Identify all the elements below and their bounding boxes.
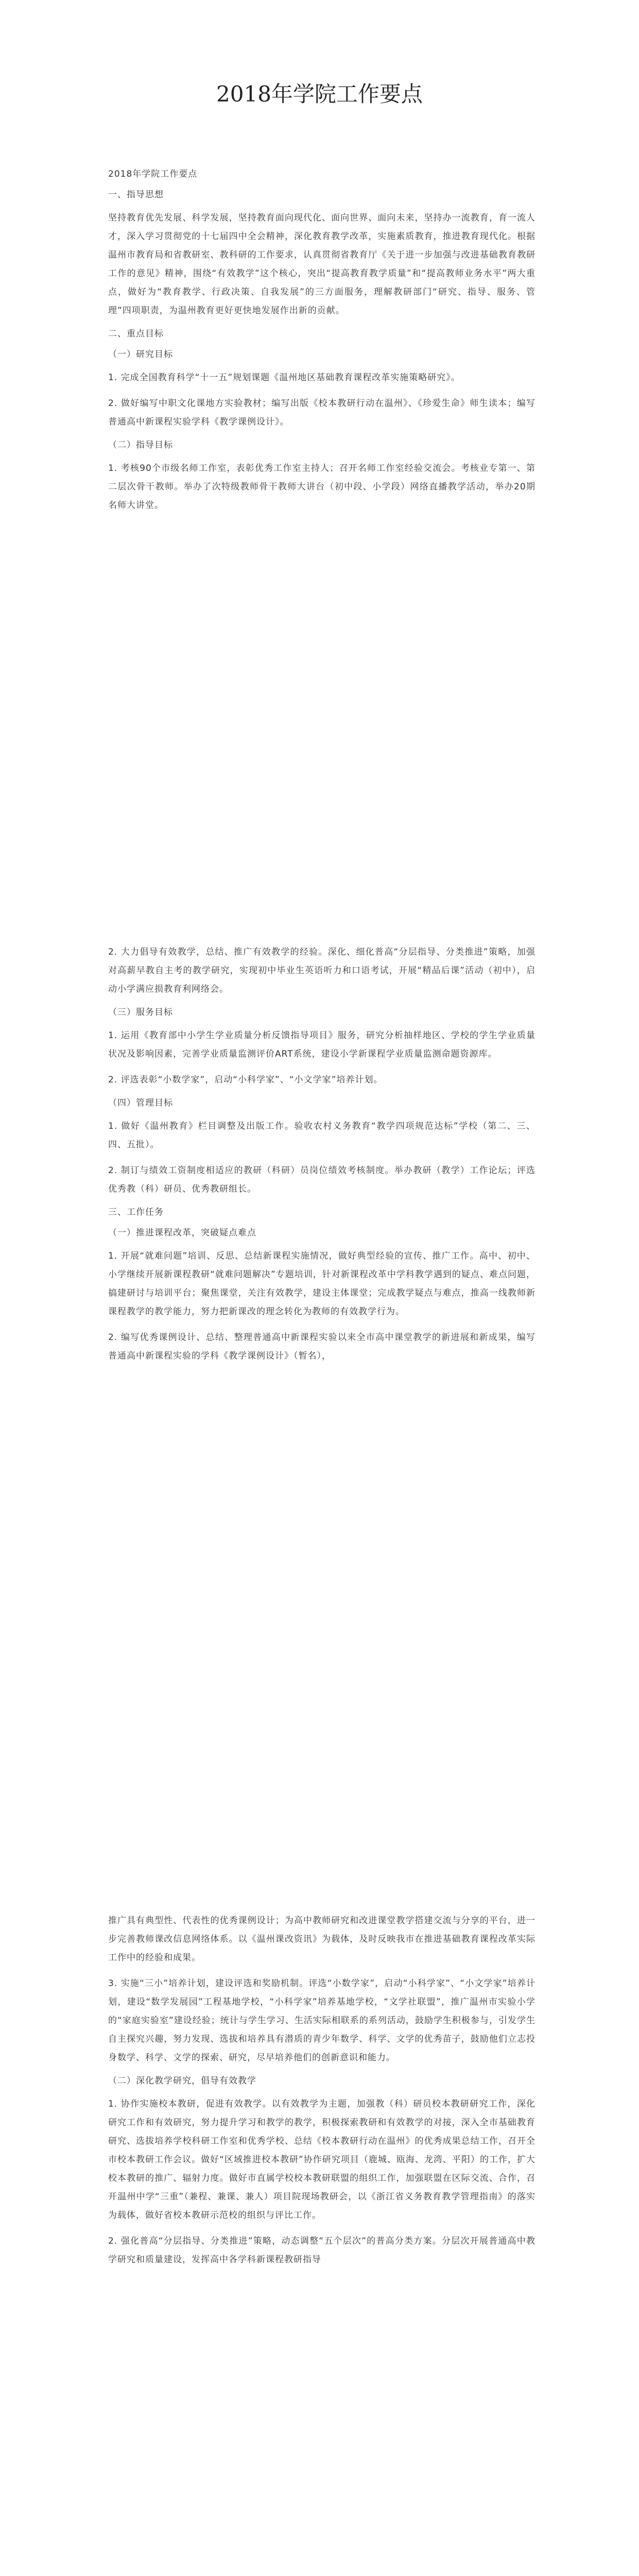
intro-block <box>108 167 536 515</box>
intro-line: 2018年学院工作要点 <box>108 169 198 179</box>
section-heading: 一、指导思想 <box>108 190 164 200</box>
section-heading: 三、工作任务 <box>108 1207 164 1217</box>
paragraph: 2. 做好编写中职文化课地方实验教材；编写出版《校本教研行动在温州》、《珍爱生命》师生读本；编写普通高中新课程实验学科《教学课例设计》。 <box>108 398 536 427</box>
content-block-3 <box>108 1911 536 2269</box>
subsection-heading: （四）管理目标 <box>108 1098 173 1108</box>
section-heading: 二、重点目标 <box>108 329 164 339</box>
page-title: 2018年学院工作要点 <box>216 81 423 107</box>
paragraph: 1. 运用《教育部中小学生学业质量分析反馈指导项目》服务，研究分析抽样地区、学校的学生学业质量状况及影响因素，完善学业质量监测评价ART系统，建设小学新课程学业质量监测命题资源库。 <box>108 1030 536 1059</box>
paragraph: 1. 完成全国教育科学“十一五”规划课题《温州地区基础教育课程改革实施策略研究》。 <box>108 372 460 383</box>
paragraph: 1. 协作实施校本教研，促进有效教学。以有效教学为主题，加强教（科）研员校本教研研究工作，深化研究工作和有效研究，努力提升学习和教学的教学，积极探索教研和有效教学的对接，深入全市基础教育研究、选拔培养学校科研工作室和优秀学校、总结《校本教研行动在温州》的优秀成果总结工作，召开全市校本教研工作会议。做好“区域推进校本教研”协作研究项目（鹿城、瓯海、龙湾、平阳）的工作，扩大校本教研的推广、辐射力度。做好市直属学校校本教研联盟的组织工作，加强联盟在区际交流、合作，召开温州中学“三重”（兼程、兼课、兼人）项目院现场教研会，以《浙江省义务教育教学管理指南》的落实为载体，做好省校本教研示范校的组织与评比工作。 <box>108 2099 536 2221</box>
paragraph: 2. 编写优秀课例设计、总结、整理普通高中新课程实验以来全市高中课堂教学的新进展和新成果，编写普通高中新课程实验的学科《教学课例设计》（暂名）， <box>108 1332 536 1361</box>
paragraph: 1. 做好《温州教育》栏目调整及出版工作。验收农村义务教育“教学四项规范达标”学校（第二、三、四、五批）。 <box>108 1121 536 1150</box>
paragraph: 1. 开展“就难问题”培训、反思、总结新课程实施情况，做好典型经验的宣传、推广工作。高中、初中、小学继续开展新课程教研“就难问题解决”专题培训，针对新课程改革中学科教学遇到的疑点、难点问题，搞建研讨与培训平台；聚焦课堂，关注有效教学，建设主体课堂；完成教学疑点与难点，推高一线教师新课程教学的教学能力，努力把新课改的理念转化为教师的有效教学行为。 <box>108 1251 536 1317</box>
subsection-heading: （一）研究目标 <box>108 349 173 360</box>
paragraph: 1. 考核90个市级名师工作室，表彰优秀工作室主持人；召开名师工作室经验交流会。考核业专第一、第二层次骨干教师。举办了次特级教师骨干教师大讲台（初中段、小学段）网络直播教学活动，举办20期名师大讲堂。 <box>108 463 536 511</box>
paragraph: 坚持教育优先发展、科学发展，坚持教育面向现代化、面向世界、面向未来，坚持办一流教育，育一流人才，深入学习贯彻党的十七届四中全会精神，深化教育教学改革，实施素质教育，推进教育现代化。根据温州市教育局和省教研室、教科研的工作要求，认真贯彻省教育厅《关于进一步加强与改进基础教育教研工作的意见》精神，围绕“有效教学”这个核心，突出“提高教育教学质量”和“提高教师业务水平”两大重点，做好为“教育教学、行政决策、自我发展”的三方面服务，理解教研部门“研究、指导、服务、管理”四项职责，为温州教育更好更快地发展作出新的贡献。 <box>108 213 536 316</box>
paragraph: 2. 强化普高“分层指导、分类推进”策略，动态调整“五个层次”的普高分类方案。分层次开展普通高中教学研究和质量建设，发挥高中各学科新课程教研指导 <box>108 2236 536 2265</box>
subsection-heading: （二）深化教学研究，倡导有效教学 <box>108 2076 256 2086</box>
subsection-heading: （二）指导目标 <box>108 440 173 450</box>
paragraph: 2. 制订与绩效工资制度相适应的教研（科研）员岗位绩效考核制度。举办教研（教学）工作论坛；评选优秀教（科）研员、优秀教研组长。 <box>108 1165 536 1194</box>
paragraph: 2. 评选表彰“小数学家”，启动“小科学家”、“小文学家”培养计划。 <box>108 1075 383 1085</box>
subsection-heading: （三）服务目标 <box>108 1007 173 1018</box>
subsection-heading: （一）推进课程改革，突破疑点难点 <box>108 1228 256 1238</box>
content-block-2 <box>108 943 536 1365</box>
paragraph: 3. 实施“三小”培养计划，建设评选和奖励机制。评选“小数学家”，启动“小科学家”、“小文学家”培养计划，建设“数学发展园”工程基地学校，“小科学家”培养基地学校，“文学社联盟”，推广温州市实验小学的“家庭实验室”建设经验；统计与学生学习、生活实际相联系的系列活动，鼓励学生积极参与，引发学生自主探究兴趣，努力发现、选拔和培养具有潜质的青少年数学、科学、文学的优秀苗子，鼓励他们立志投身数学、科学、文学的探索、研究，尽早培养他们的创新意识和能力。 <box>108 1978 536 2063</box>
paragraph: 2. 大力倡导有效教学，总结、推广有效教学的经验。深化、细化普高“分层指导、分类推进”策略，加强对高薪早教自主考的教学研究，实现初中毕业生英语听力和口语考试，开展“精品后课”活动（初中），启动小学满应损教育利网络会。 <box>108 947 536 994</box>
paragraph: 推广具有典型性、代表性的优秀课例设计；为高中教师研究和改进课堂教学搭建交流与分享的平台，进一步完善教师课改信息网络体系。以《温州课改资讯》为载体，及时反映我市在推进基础教育课程改革实际工作中的经验和成果。 <box>108 1916 536 1963</box>
